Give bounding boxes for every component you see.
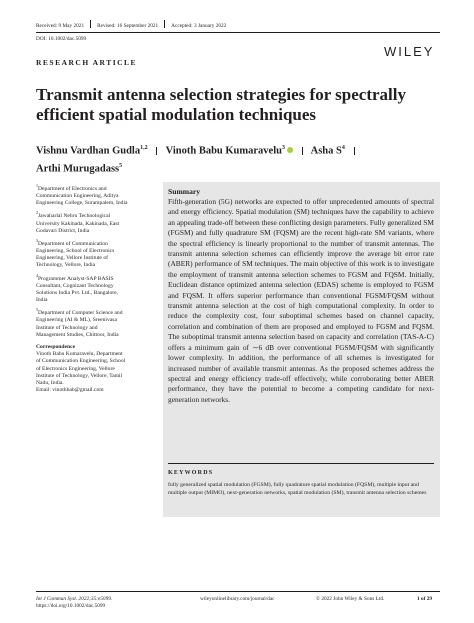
divider <box>302 147 303 155</box>
affiliation-item <box>36 209 128 234</box>
author-affil-sup: 1,2 <box>140 145 148 151</box>
footer-doi[interactable]: https://doi.org/10.1002/dac.5099 <box>36 603 106 609</box>
affil-text: Department of Electronics and Communication Engineering, Aditya Engineering College, Surampalem, India <box>36 185 128 207</box>
affil-sup: 5 <box>36 307 38 313</box>
summary-text: Fifth-generation (5G) networks are expected to offer unprecedented amounts of spectral and energy efficiency. Spatial modulation (SM) techniques have the capability to achieve an appealing trade-off between these conflicting design parameters. Fully generalized SM (FGSM) and fully quadrature SM (FQSM) are the recent high-rate SM variants, where the spectral efficiency is linearly proportional to the number of transmit antennas. The transmit antenna selection schemes can efficiently improve the average bit error rate (ABER) performance of SM techniques. The main objective of this work is to investigate the employment of transmit antenna selection schemes to FGSM and FQSM. Initially, Euclidean distance optimized antenna selection (EDAS) scheme is employed to FGSM and FQSM. It offers superior performance than conventional FGSM/FQSM without transmit antenna selection at the cost of high computational complexity. In order to reduce the complexity cost, four suboptimal schemes based on channel capacity, correlation and combination of them are proposed and employed to FGSM and FQSM. The suboptimal transmit antenna selection based on capacity and correlation (TAS-A-C) offers a minimum gain of ∼6 dB over conventional FGSM/FQSM with significantly lower complexity. In addition, the performance of all schemes is investigated for increased number of available transmit antennas. As the proposed schemes address the spectral and energy efficiency trade-off effectively, while corroborating better ABER performance, they have the potential to become a competing candidate for next-generation networks. <box>168 197 434 404</box>
author-name[interactable]: Vishnu Vardhan Gudla <box>36 145 141 157</box>
author-name[interactable]: Asha S <box>310 145 342 157</box>
author-name[interactable]: Arthi Murugadass <box>36 163 120 174</box>
author-affil-sup: 4 <box>341 145 345 151</box>
correspondence-heading: Correspondence <box>36 343 76 350</box>
affil-text: Department of Communication Engineering, School of Electronics Engineering, Vellore Institute of Technology, Vellore, India <box>36 240 115 269</box>
header-rule <box>36 32 440 33</box>
affiliation-item <box>36 237 128 270</box>
divider <box>164 20 165 28</box>
revised-date: Revised: 16 September 2021 <box>97 23 159 29</box>
affil-sup: 3 <box>36 237 38 243</box>
affil-text: Department of Computer Science and Engineering (AI & ML), Sreenivasa Institute of Technology and Management Studies, Chittoor, India <box>36 310 123 338</box>
affil-text: Jawaharlal Nehru Technological University Kakinada, Kakinada, East Godavari District, India <box>36 213 120 234</box>
divider <box>90 20 91 28</box>
author-name[interactable]: Vinoth Babu Kumaravelu <box>165 145 282 157</box>
article-type: RESEARCH ARTICLE <box>36 58 138 67</box>
author-affil-sup: 3 <box>281 145 285 151</box>
page-number: 1 of 29 <box>417 596 433 602</box>
affiliations <box>36 182 128 394</box>
affil-sup: 2 <box>36 210 38 216</box>
doi[interactable]: DOI: 10.1002/dac.5099 <box>36 36 87 42</box>
correspondence-email[interactable]: Email: vinothbab@gmail.com <box>36 387 104 394</box>
orcid-icon[interactable] <box>287 147 293 153</box>
author-affil-sup: 5 <box>119 162 123 169</box>
keywords-rule <box>168 463 434 464</box>
footer-rule <box>36 591 440 592</box>
history-dates <box>36 20 226 30</box>
keywords-text: fully generalized spatial modulation (FGSM), fully quadrature spatial modulation (FQSM), multiple input and multiple output (MIMO), next-generation networks, spatial modulation (SM), transmit antenna selection schemes <box>168 482 427 496</box>
page-title: Transmit antenna selection strategies for spectrally efficient spatial modulation techniques <box>36 85 406 124</box>
affil-text: Programmer Analyst-SAP BASIS Consultant, Cognizant Technology Solutions India Pvt. Ltd., Bangalore, India <box>36 275 119 304</box>
affil-sup: 4 <box>36 272 38 278</box>
keywords-heading: KEYWORDS <box>168 470 214 476</box>
correspondence-body: Vinoth Babu Kumaravelu, Department of Communication Engineering, School of Electronics Engineering, Vellore Institute of Technology, Vellore, Tamil Nadu, India. <box>36 351 126 386</box>
affil-sup: 1 <box>36 183 38 188</box>
affiliation-item <box>36 272 128 305</box>
accepted-date: Accepted: 3 January 2022 <box>171 23 227 29</box>
affiliation-item <box>36 306 128 339</box>
journal-url[interactable]: wileyonlinelibrary.com/journal/dac <box>200 596 275 602</box>
divider <box>156 147 157 155</box>
received-date: Received: 9 May 2021 <box>36 23 85 29</box>
journal-citation <box>36 596 112 610</box>
summary-heading: Summary <box>168 187 201 196</box>
journal-ref: Int J Commun Syst. 2022;35:e5099. <box>36 596 113 602</box>
affiliation-item <box>36 182 128 207</box>
divider <box>354 147 355 155</box>
publisher-logo: WILEY <box>384 44 435 59</box>
copyright: © 2022 John Wiley & Sons Ltd. <box>316 596 385 602</box>
author-list <box>36 141 440 176</box>
